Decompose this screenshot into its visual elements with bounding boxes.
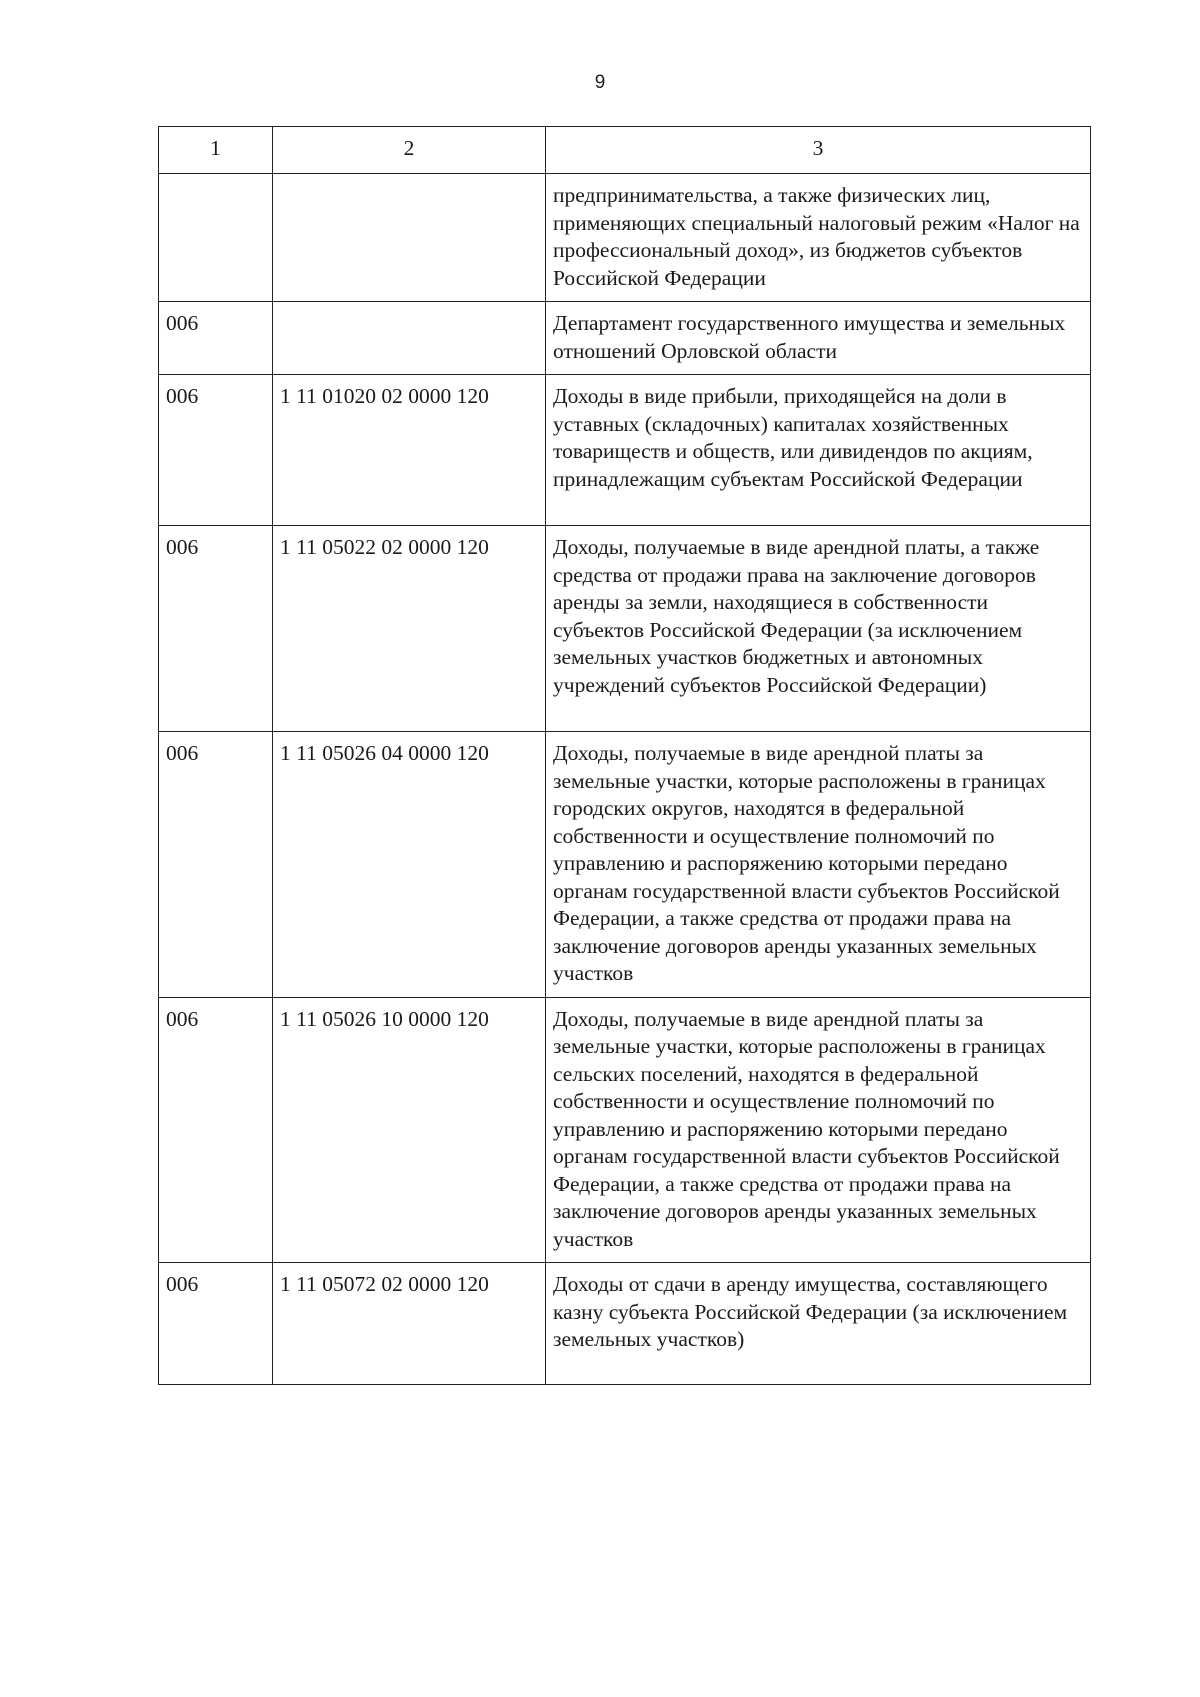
- admin-code-cell: 006: [159, 732, 273, 998]
- column-header-1: 1: [159, 127, 273, 174]
- income-code-cell: [273, 302, 546, 375]
- column-header-3: 3: [546, 127, 1091, 174]
- description-cell: Доходы от сдачи в аренду имущества, составляющего казну субъекта Российской Федерации (за исключением земельных участков): [546, 1263, 1091, 1385]
- table-row: [159, 526, 1091, 732]
- description-cell: Доходы, получаемые в виде арендной платы, а также средства от продажи права на заключение договоров аренды за земли, находящиеся в собственности субъектов Российской Федерации (за исключением земельных участков бюджетных и автономных учреждений субъектов Российской Федерации): [546, 526, 1091, 732]
- table-row: [159, 1263, 1091, 1385]
- income-code-cell: 1 11 05022 02 0000 120: [273, 526, 546, 732]
- page-number: 9: [594, 72, 606, 93]
- admin-code-cell: 006: [159, 375, 273, 526]
- admin-code-cell: 006: [159, 302, 273, 375]
- income-code-cell: 1 11 05026 04 0000 120: [273, 732, 546, 998]
- admin-code-cell: 006: [159, 526, 273, 732]
- table-row: [159, 174, 1091, 302]
- column-header-2: 2: [273, 127, 546, 174]
- income-codes-table: [158, 126, 1091, 1385]
- table-row: [159, 732, 1091, 998]
- description-cell: Департамент государственного имущества и земельных отношений Орловской области: [546, 302, 1091, 375]
- description-cell: предпринимательства, а также физических лиц, применяющих специальный налоговый режим «Налог на профессиональный доход», из бюджетов субъектов Российской Федерации: [546, 174, 1091, 302]
- admin-code-cell: [159, 174, 273, 302]
- table-row: [159, 375, 1091, 526]
- admin-code-cell: 006: [159, 1263, 273, 1385]
- table-row: [159, 302, 1091, 375]
- description-cell: Доходы в виде прибыли, приходящейся на доли в уставных (складочных) капиталах хозяйственных товариществ и обществ, или дивидендов по акциям, принадлежащим субъектам Российской Федерации: [546, 375, 1091, 526]
- description-cell: Доходы, получаемые в виде арендной платы за земельные участки, которые расположены в границах городских округов, находятся в федеральной собственности и осуществление полномочий по управлению и распоряжению которыми передано органам государственной власти субъектов Российской Федерации, а также средства от продажи права на заключение договоров аренды указанных земельных участков: [546, 732, 1091, 998]
- table-header-row: [159, 127, 1091, 174]
- admin-code-cell: 006: [159, 997, 273, 1263]
- table-row: [159, 997, 1091, 1263]
- income-code-cell: [273, 174, 546, 302]
- income-code-cell: 1 11 05026 10 0000 120: [273, 997, 546, 1263]
- income-code-cell: 1 11 05072 02 0000 120: [273, 1263, 546, 1385]
- income-code-cell: 1 11 01020 02 0000 120: [273, 375, 546, 526]
- description-cell: Доходы, получаемые в виде арендной платы за земельные участки, которые расположены в границах сельских поселений, находятся в федеральной собственности и осуществление полномочий по управлению и распоряжению которыми передано органам государственной власти субъектов Российской Федерации, а также средства от продажи права на заключение договоров аренды указанных земельных участков: [546, 997, 1091, 1263]
